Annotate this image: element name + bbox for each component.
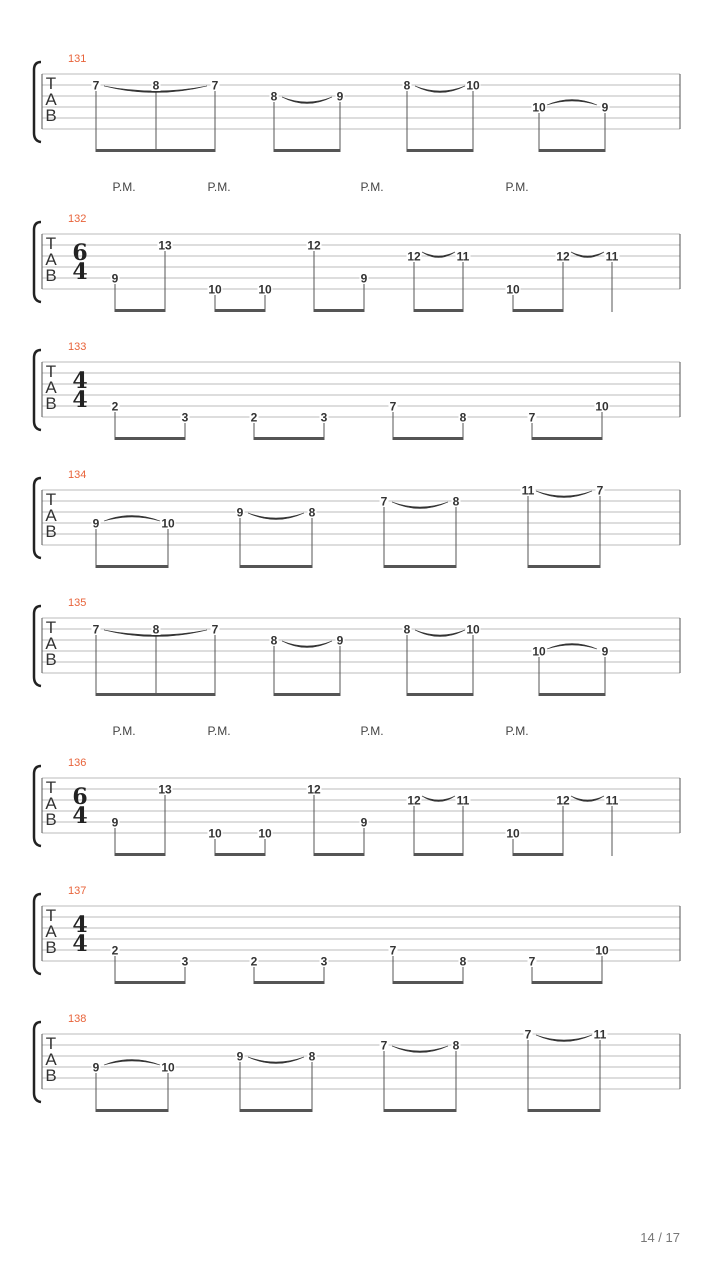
beam xyxy=(115,309,165,312)
fret-number: 12 xyxy=(307,782,321,797)
tab-clef-letter: T xyxy=(45,1034,57,1053)
fret-number: 7 xyxy=(528,954,536,969)
fret-number: 7 xyxy=(389,943,397,958)
fret-number: 7 xyxy=(596,483,604,498)
fret-number: 2 xyxy=(250,954,258,969)
beam xyxy=(407,149,473,152)
beam xyxy=(215,853,265,856)
time-signature-bottom: 4 xyxy=(72,259,88,285)
fret-number: 9 xyxy=(111,271,119,286)
slur-arc xyxy=(392,1046,448,1053)
slur-arc xyxy=(248,1057,304,1064)
fret-number: 8 xyxy=(403,622,411,637)
tab-clef-letter: B xyxy=(45,810,57,829)
palm-mute-label: P.M. xyxy=(360,724,384,738)
fret-number: 9 xyxy=(236,1049,244,1064)
tab-clef-letter: B xyxy=(45,394,57,413)
fret-number: 8 xyxy=(270,633,278,648)
slur-arc xyxy=(104,516,160,522)
fret-number: 11 xyxy=(456,249,470,264)
tab-clef-letter: B xyxy=(45,522,57,541)
slur-arc xyxy=(547,644,597,650)
beam xyxy=(407,693,473,696)
fret-number: 2 xyxy=(111,399,119,414)
slur-arc xyxy=(392,502,448,509)
fret-number: 8 xyxy=(152,622,160,637)
fret-number: 3 xyxy=(181,410,189,425)
fret-number: 3 xyxy=(320,954,328,969)
tab-clef-letter: A xyxy=(45,506,57,525)
beam xyxy=(532,981,602,984)
tab-clef-letter: A xyxy=(45,1050,57,1069)
fret-number: 11 xyxy=(605,793,619,808)
fret-number: 10 xyxy=(208,826,222,841)
beam xyxy=(384,1109,456,1112)
fret-number: 10 xyxy=(161,1060,175,1075)
fret-number: 10 xyxy=(506,826,520,841)
palm-mute-label: P.M. xyxy=(505,180,529,194)
slur-arc xyxy=(415,630,465,637)
fret-number: 10 xyxy=(161,516,175,531)
fret-number: 8 xyxy=(308,1049,316,1064)
fret-number: 12 xyxy=(407,793,421,808)
tab-clef-letter: T xyxy=(45,618,57,637)
fret-number: 8 xyxy=(270,89,278,104)
tab-clef-letter: T xyxy=(45,906,57,925)
beam xyxy=(513,853,563,856)
fret-number: 10 xyxy=(532,100,546,115)
beam xyxy=(240,565,312,568)
slur-arc xyxy=(571,252,604,258)
fret-number: 10 xyxy=(595,943,609,958)
tab-clef-letter: T xyxy=(45,234,57,253)
fret-number: 3 xyxy=(181,954,189,969)
palm-mute-label: P.M. xyxy=(207,180,231,194)
beam xyxy=(314,309,364,312)
time-signature-top: 4 xyxy=(72,912,88,938)
fret-number: 2 xyxy=(111,943,119,958)
fret-number: 8 xyxy=(403,78,411,93)
fret-number: 11 xyxy=(605,249,619,264)
fret-number: 9 xyxy=(336,633,344,648)
fret-number: 11 xyxy=(456,793,470,808)
slur-arc xyxy=(571,796,604,802)
time-signature-top: 4 xyxy=(72,368,88,394)
tab-clef-letter: T xyxy=(45,778,57,797)
fret-number: 9 xyxy=(360,815,368,830)
fret-number: 9 xyxy=(601,100,609,115)
beam xyxy=(539,693,605,696)
fret-number: 10 xyxy=(466,622,480,637)
time-signature-top: 6 xyxy=(72,240,88,266)
fret-number: 9 xyxy=(360,271,368,286)
beam xyxy=(528,1109,600,1112)
system-bracket xyxy=(34,222,41,302)
beam xyxy=(414,853,463,856)
slur-arc xyxy=(282,641,332,648)
beam xyxy=(115,981,185,984)
fret-number: 12 xyxy=(556,793,570,808)
beam xyxy=(254,981,324,984)
slur-arc xyxy=(536,491,592,498)
slur-arc xyxy=(282,97,332,104)
fret-number: 7 xyxy=(92,78,100,93)
slur-arc xyxy=(547,100,597,106)
measure-number: 135 xyxy=(68,597,87,609)
tab-clef-letter: T xyxy=(45,490,57,509)
beam xyxy=(96,149,215,152)
beam xyxy=(96,693,215,696)
fret-number: 12 xyxy=(307,238,321,253)
tab-clef-letter: B xyxy=(45,106,57,125)
beam xyxy=(532,437,602,440)
fret-number: 7 xyxy=(389,399,397,414)
fret-number: 7 xyxy=(524,1027,532,1042)
fret-number: 3 xyxy=(320,410,328,425)
fret-number: 8 xyxy=(459,410,467,425)
fret-number: 8 xyxy=(459,954,467,969)
fret-number: 8 xyxy=(308,505,316,520)
beam xyxy=(115,437,185,440)
fret-number: 12 xyxy=(407,249,421,264)
fret-number: 7 xyxy=(528,410,536,425)
system-bracket xyxy=(34,478,41,558)
slur-arc xyxy=(536,1035,592,1042)
system-bracket xyxy=(34,62,41,142)
beam xyxy=(539,149,605,152)
time-signature-bottom: 4 xyxy=(72,931,88,957)
tab-clef-letter: A xyxy=(45,90,57,109)
fret-number: 10 xyxy=(595,399,609,414)
tab-clef-letter: A xyxy=(45,922,57,941)
fret-number: 13 xyxy=(158,238,172,253)
system-bracket xyxy=(34,766,41,846)
fret-number: 11 xyxy=(521,483,535,498)
beam xyxy=(393,437,463,440)
beam xyxy=(215,309,265,312)
beam xyxy=(513,309,563,312)
palm-mute-label: P.M. xyxy=(112,724,136,738)
beam xyxy=(314,853,364,856)
fret-number: 10 xyxy=(208,282,222,297)
fret-number: 7 xyxy=(380,494,388,509)
fret-number: 9 xyxy=(111,815,119,830)
fret-number: 7 xyxy=(92,622,100,637)
beam xyxy=(96,1109,168,1112)
fret-number: 11 xyxy=(593,1027,607,1042)
fret-number: 8 xyxy=(452,1038,460,1053)
beam xyxy=(96,565,168,568)
slur-arc xyxy=(422,252,455,258)
fret-number: 10 xyxy=(532,644,546,659)
fret-number: 9 xyxy=(92,516,100,531)
measure-number: 134 xyxy=(68,469,87,481)
fret-number: 10 xyxy=(258,282,272,297)
system-bracket xyxy=(34,1022,41,1102)
fret-number: 8 xyxy=(152,78,160,93)
tab-clef-letter: B xyxy=(45,1066,57,1085)
slur-arc xyxy=(248,513,304,520)
tab-clef-letter: A xyxy=(45,250,57,269)
measure-number: 137 xyxy=(68,885,87,897)
slur-arc xyxy=(422,796,455,802)
fret-number: 9 xyxy=(236,505,244,520)
slur-arc xyxy=(104,1060,160,1066)
measure-number: 133 xyxy=(68,341,87,353)
tab-clef-letter: A xyxy=(45,378,57,397)
page-number: 14 / 17 xyxy=(640,1230,680,1245)
beam xyxy=(528,565,600,568)
time-signature-bottom: 4 xyxy=(72,803,88,829)
system-bracket xyxy=(34,606,41,686)
measure-number: 132 xyxy=(68,213,87,225)
fret-number: 8 xyxy=(452,494,460,509)
fret-number: 9 xyxy=(601,644,609,659)
beam xyxy=(254,437,324,440)
time-signature-bottom: 4 xyxy=(72,387,88,413)
fret-number: 7 xyxy=(211,622,219,637)
measure-number: 136 xyxy=(68,757,87,769)
palm-mute-label: P.M. xyxy=(207,724,231,738)
beam xyxy=(240,1109,312,1112)
beam xyxy=(393,981,463,984)
palm-mute-label: P.M. xyxy=(112,180,136,194)
beam xyxy=(384,565,456,568)
tab-clef-letter: B xyxy=(45,650,57,669)
slur-arc xyxy=(415,86,465,93)
time-signature-top: 6 xyxy=(72,784,88,810)
tab-clef-letter: A xyxy=(45,634,57,653)
system-bracket xyxy=(34,894,41,974)
fret-number: 12 xyxy=(556,249,570,264)
fret-number: 7 xyxy=(211,78,219,93)
beam xyxy=(274,149,340,152)
fret-number: 9 xyxy=(92,1060,100,1075)
beam xyxy=(115,853,165,856)
fret-number: 13 xyxy=(158,782,172,797)
tab-clef-letter: T xyxy=(45,74,57,93)
tab-clef-letter: B xyxy=(45,938,57,957)
fret-number: 10 xyxy=(258,826,272,841)
measure-number: 131 xyxy=(68,53,87,65)
fret-number: 10 xyxy=(506,282,520,297)
fret-number: 7 xyxy=(380,1038,388,1053)
tab-clef-letter: A xyxy=(45,794,57,813)
palm-mute-label: P.M. xyxy=(505,724,529,738)
measure-number: 138 xyxy=(68,1013,87,1025)
fret-number: 10 xyxy=(466,78,480,93)
beam xyxy=(274,693,340,696)
tab-clef-letter: T xyxy=(45,362,57,381)
fret-number: 9 xyxy=(336,89,344,104)
system-bracket xyxy=(34,350,41,430)
tab-clef-letter: B xyxy=(45,266,57,285)
palm-mute-label: P.M. xyxy=(360,180,384,194)
fret-number: 2 xyxy=(250,410,258,425)
beam xyxy=(414,309,463,312)
